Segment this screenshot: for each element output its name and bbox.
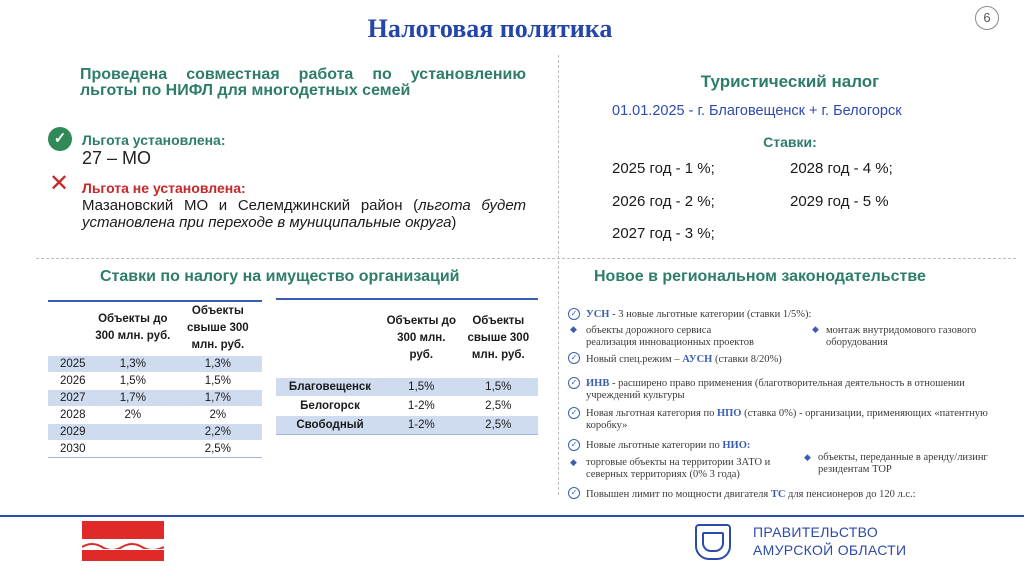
flag-wave	[82, 539, 164, 549]
not-established-text: Мазановский МО и Селемджинский район (	[82, 197, 419, 214]
nio-item	[586, 440, 750, 452]
rate-2027: 2027 год - 3 %;	[612, 225, 715, 242]
table-header: Объекты свыше 300 млн. руб.	[467, 314, 530, 361]
table-row	[48, 389, 262, 406]
table-row	[276, 415, 538, 434]
not-established-close: )	[451, 214, 457, 231]
table-cell: 1-2%	[384, 415, 459, 434]
table-cell: 1-2%	[384, 396, 459, 415]
table-cell: 2%	[92, 406, 174, 423]
ts-title: ТС	[770, 489, 786, 500]
table-cell: 1,5%	[459, 377, 538, 396]
table-cell: 1,5%	[92, 372, 174, 389]
coat-of-arms-logo	[695, 524, 731, 560]
nio-sub-1: торговые объекты на территории ЗАТО и северных территориях (0% 3 года)	[586, 457, 771, 480]
usn-sub-3: монтаж внутридомового газового оборудования	[826, 325, 977, 348]
diamond-bullet-icon: ◆	[570, 325, 577, 335]
government-line-1: ПРАВИТЕЛЬСТВО	[753, 524, 879, 540]
flag-logo	[82, 521, 164, 561]
table-row	[48, 406, 262, 423]
ts-pre: Повышен лимит по мощности двигателя	[586, 489, 771, 500]
not-established-value	[82, 197, 526, 231]
property-tax-cities-table	[276, 298, 538, 435]
table-cell: 1,5%	[174, 372, 262, 389]
usn-sub-1: объекты дорожного сервиса	[586, 325, 712, 336]
tourist-tax-rates-label: Ставки:	[763, 134, 817, 150]
nio-pre: Новые льготные категории по	[586, 440, 723, 451]
nio-sub-2: объекты, переданные в аренду/лизинг резидентам ТОР	[818, 452, 988, 475]
page-title: Налоговая политика	[367, 14, 613, 43]
inv-title: ИНВ	[586, 378, 610, 389]
check-circle-icon: ✓	[48, 127, 72, 151]
check-bullet-icon: ✓	[568, 377, 580, 389]
usn-item	[586, 309, 811, 321]
property-tax-heading: Ставки по налогу на имущество организаций	[100, 268, 460, 285]
table-cell: Благовещенск	[276, 377, 384, 396]
not-established-note: льгота будет установлена при переходе в муниципальные округа	[82, 197, 526, 231]
page-number: 6	[975, 6, 999, 30]
table-cell: 2029	[48, 423, 92, 440]
not-established-label: Льгота не установлена:	[82, 180, 246, 196]
ts-item	[586, 489, 916, 501]
table-cell: Свободный	[276, 415, 384, 434]
table-header	[48, 301, 92, 355]
nio-title: НИО:	[722, 440, 751, 451]
ausn-item	[586, 354, 782, 366]
table-row	[48, 372, 262, 389]
rate-2029: 2029 год - 5 %	[790, 193, 889, 210]
usn-text: - 3 новые льготные категории (ставки 1/5%):	[609, 309, 812, 320]
table-cell: 1,5%	[384, 377, 459, 396]
table-cell: 2%	[174, 406, 262, 423]
check-bullet-icon: ✓	[568, 439, 580, 451]
footer-divider	[0, 515, 1024, 517]
table-header: Объекты до 300 млн. руб.	[95, 313, 171, 343]
table-cell: 1,7%	[174, 389, 262, 406]
nifl-heading: Проведена совместная работа по установлению льготы по НИФЛ для многодетных семей	[80, 66, 526, 99]
table-cell	[92, 423, 174, 440]
table-row	[48, 355, 262, 372]
check-bullet-icon: ✓	[568, 487, 580, 499]
table-header: Объекты до 300 млн. руб.	[386, 314, 456, 361]
ausn-post: (ставки 8/20%)	[712, 354, 782, 365]
legislation-list	[560, 299, 1002, 509]
npo-pre: Новая льготная категория по	[586, 408, 717, 419]
table-cell: 2028	[48, 406, 92, 423]
established-label: Льгота установлена:	[82, 132, 226, 148]
ts-post: для пенсионеров до 120 л.с.:	[785, 489, 916, 500]
table-row	[276, 377, 538, 396]
property-tax-years-table	[48, 300, 262, 458]
legislation-heading: Новое в региональном законодательстве	[594, 268, 926, 285]
table-cell: 2026	[48, 372, 92, 389]
check-bullet-icon: ✓	[568, 352, 580, 364]
check-bullet-icon: ✓	[568, 308, 580, 320]
table-cell: 2,2%	[174, 423, 262, 440]
npo-post: (ставка 0%) - организации, применяющих «патентную коробку»	[586, 408, 988, 431]
table-cell: 2,5%	[174, 440, 262, 457]
table-cell: 2025	[48, 355, 92, 372]
table-cell: 2030	[48, 440, 92, 457]
table-row	[48, 440, 262, 457]
tourist-tax-date: 01.01.2025 - г. Благовещенск + г. Белогорск	[612, 103, 902, 119]
table-header	[276, 299, 384, 377]
flag-top-stripe	[82, 521, 164, 539]
ausn-title: АУСН	[682, 354, 713, 365]
coat-of-arms-inner	[702, 532, 724, 552]
check-bullet-icon: ✓	[568, 407, 580, 419]
table-cell: 1,3%	[92, 355, 174, 372]
rate-2025: 2025 год - 1 %;	[612, 160, 715, 177]
flag-bottom-stripe	[82, 550, 164, 561]
table-cell: 1,3%	[174, 355, 262, 372]
ausn-pre: Новый спец.режим –	[586, 354, 683, 365]
npo-item	[586, 408, 998, 432]
rate-2026: 2026 год - 2 %;	[612, 193, 715, 210]
cross-icon: ✕	[48, 170, 70, 197]
table-cell: 1,7%	[92, 389, 174, 406]
table-cell: 2,5%	[459, 415, 538, 434]
table-cell: 2,5%	[459, 396, 538, 415]
rate-2028: 2028 год - 4 %;	[790, 160, 893, 177]
table-cell	[92, 440, 174, 457]
usn-sub-2: реализация инновационных проектов	[586, 337, 754, 348]
inv-item	[586, 378, 998, 402]
npo-title: НПО	[716, 408, 742, 419]
diamond-bullet-icon: ◆	[812, 325, 819, 335]
usn-title: УСН	[586, 309, 610, 320]
diamond-bullet-icon: ◆	[570, 458, 577, 468]
diamond-bullet-icon: ◆	[804, 453, 811, 463]
vertical-divider	[558, 55, 559, 495]
established-value: 27 – МО	[82, 148, 152, 168]
tourist-tax-heading: Туристический налог	[700, 72, 880, 91]
table-row	[276, 396, 538, 415]
horizontal-divider	[36, 258, 1016, 259]
inv-text: - расширено право применения (благотворительная деятельность в отношении учреждений культуры	[586, 378, 965, 401]
table-cell: Белогорск	[276, 396, 384, 415]
government-line-2: АМУРСКОЙ ОБЛАСТИ	[753, 542, 907, 558]
table-cell: 2027	[48, 389, 92, 406]
table-header: Объекты свыше 300 млн. руб.	[186, 304, 249, 351]
table-row	[48, 423, 262, 440]
government-name	[753, 523, 906, 559]
